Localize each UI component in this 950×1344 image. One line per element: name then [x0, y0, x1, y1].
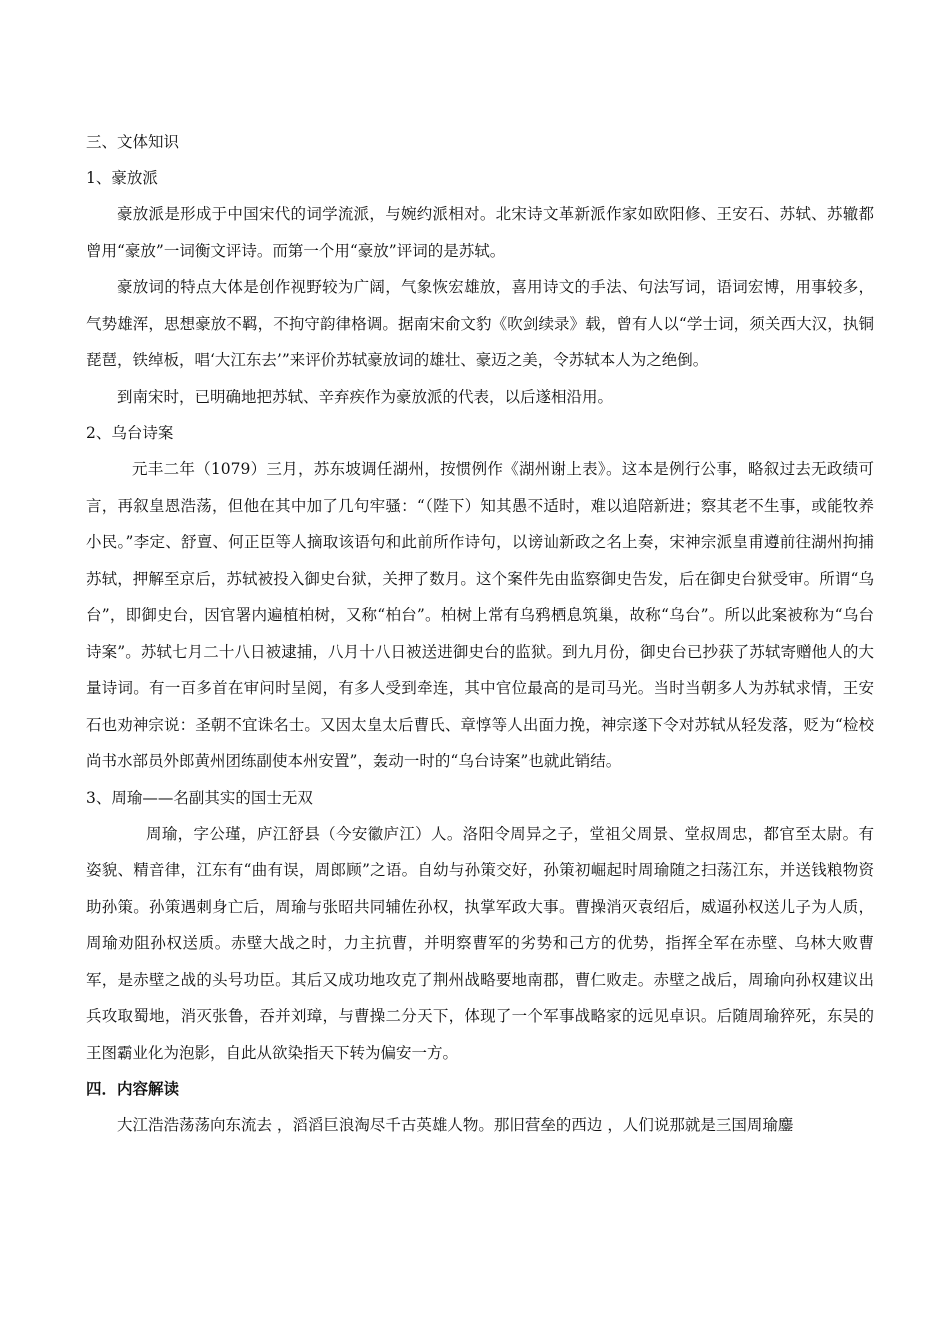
paragraph-haofang-features: 豪放词的特点大体是创作视野较为广阔，气象恢宏雄放，喜用诗文的手法、句法写词，语词宏博，用事较多，气势雄浑，思想豪放不羁，不拘守韵律格调。据南宋俞文豹《吹剑续录》载，曾有人以“学士词，须关西大汉，执铜琵琶，铁绰板，唱‘大江东去’”来评价苏轼豪放词的雄壮、豪迈之美，令苏轼本人为之绝倒。 — [86, 278, 874, 369]
subsection-heading-haofang: 1、豪放派 — [86, 169, 158, 187]
paragraph-haofang-definition: 豪放派是形成于中国宋代的词学流派，与婉约派相对。北宋诗文革新派作家如欧阳修、王安石、苏轼、苏辙都曾用“豪放”一词衡文评诗。而第一个用“豪放”评词的是苏轼。 — [86, 205, 874, 260]
subsection-heading-zhouyu: 3、周瑜——名副其实的国士无双 — [86, 788, 313, 807]
paragraph-zhouyu-biography: 周瑜，字公瑾，庐江舒县（今安徽庐江）人。洛阳令周异之子，堂祖父周景、堂叔周忠，都官至太尉。有姿貌、精音律，江东有“曲有误，周郎顾”之语。自幼与孙策交好，孙策初崛起时周瑜随之扫荡江东，并送钱粮物资助孙策。孙策遇刺身亡后，周瑜与张昭共同辅佐孙权，执掌军政大事。曹操消灭袁绍后，威逼孙权送儿子为人质，周瑜劝阻孙权送质。赤壁大战之时，力主抗曹，并明察曹军的劣势和己方的优势，指挥全军在赤壁、乌林大败曹军，是赤壁之战的头号功臣。其后又成功地攻克了荆州战略要地南郡，曹仁败走。赤壁之战后，周瑜向孙权建议出兵攻取蜀地，消灭张鲁，吞并刘璋，与曹操二分天下，体现了一个军事战略家的远见卓识。后随周瑜猝死，东吴的王图霸业化为泡影，自此从欲染指天下转为偏安一方。 — [86, 824, 874, 1062]
paragraph-wutai-case: 元丰二年（1079）三月，苏东坡调任湖州，按惯例作《湖州谢上表》。这本是例行公事，略叙过去无政绩可言，再叙皇恩浩荡，但他在其中加了几句牢骚：“（陛下）知其愚不适时，难以追陪新进；察其老不生事，或能牧养小民。”李定、舒亶、何正臣等人摘取该语句和此前所作诗句，以谤讪新政之名上奏，宋神宗派皇甫遵前往湖州拘捕苏轼，押解至京后，苏轼被投入御史台狱，关押了数月。这个案件先由监察御史告发，后在御史台狱受审。所谓“乌台”，即御史台，因官署内遍植柏树，又称“柏台”。柏树上常有乌鸦栖息筑巢，故称“乌台”。所以此案被称为“乌台诗案”。苏轼七月二十八日被逮捕，八月十八日被送进御史台的监狱。到九月份，御史台已抄获了苏轼寄赠他人的大量诗词。有一百多首在审问时呈阅，有多人受到牵连，其中官位最高的是司马光。当时当朝多人为苏轼求情，王安石也劝神宗说：圣朝不宜诛名士。又因太皇太后曹氏、章惇等人出面力挽，神宗遂下令对苏轼从轻发落，贬为“检校尚书水部员外郎黄州团练副使本州安置”，轰动一时的“乌台诗案”也就此销结。 — [86, 460, 874, 770]
paragraph-haofang-representatives: 到南宋时，已明确地把苏轼、辛弃疾作为豪放派的代表，以后遂相沿用。 — [117, 387, 614, 406]
section-heading-content-interpretation: 四．内容解读 — [86, 1079, 180, 1098]
subsection-heading-wutai-case: 2、乌台诗案 — [86, 424, 174, 442]
paragraph-content-interpretation: 大江浩浩荡荡向东流去 ，滔滔巨浪淘尽千古英雄人物。那旧营垒的西边 ，人们说那就是三国周瑜鏖 — [117, 1116, 794, 1134]
section-heading-style-knowledge: 三、文体知识 — [86, 133, 180, 151]
document-body — [86, 124, 874, 1144]
